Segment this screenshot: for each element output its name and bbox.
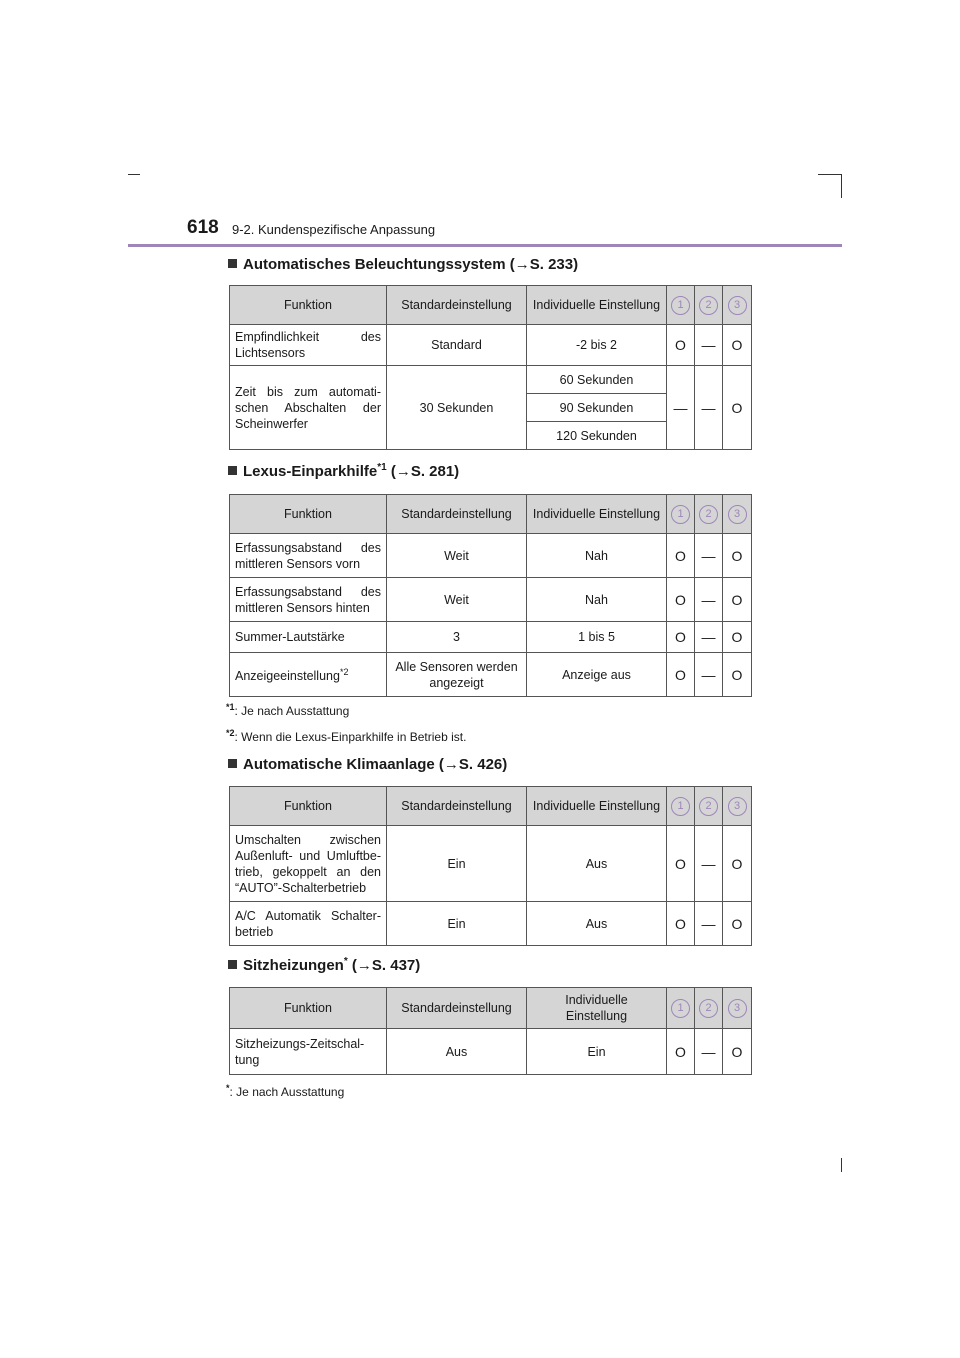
bullet-square-icon [228,960,237,969]
cell-standard: Standard [387,325,527,366]
cell-mark-2: — [695,578,723,622]
number-2-icon: 2 [699,505,718,524]
header-col-2 [695,787,723,826]
cell-funktion: Zeit bis zum automati-schen Abschalten der Scheinwerfer [230,366,387,450]
table-header-row [230,988,752,1029]
section-title-text: Automatische Klimaanlage (→S. 426) [243,756,508,773]
header-col-1 [667,495,695,534]
header-col-3 [723,787,752,826]
table-einparkhilfe [229,494,752,697]
header-col-1 [667,787,695,826]
cell-standard: Weit [387,534,527,578]
section-title-text: Sitzheizungen [243,957,344,974]
cell-individual: 1 bis 5 [527,622,667,653]
cell-individual: Aus [527,826,667,902]
number-1-icon: 1 [671,505,690,524]
cell-funktion: Sitzheizungs-Zeitschal-tung [230,1029,387,1075]
table-klimaanlage [229,786,752,946]
table-row [230,534,752,578]
cell-mark-2: — [695,826,723,902]
cell-mark-3: O [723,578,752,622]
cell-standard: Weit [387,578,527,622]
cell-standard: 30 Sekunden [387,366,527,450]
section-title-text: Lexus-Einparkhilfe [243,463,378,480]
bullet-square-icon [228,466,237,475]
header-col-2 [695,495,723,534]
chapter-title: 9-2. Kundenspezifische Anpassung [232,222,436,237]
cell-mark-2: — [695,366,723,450]
table-row [230,653,752,697]
number-1-icon: 1 [671,999,690,1018]
table-row [230,325,752,366]
cell-mark-3: O [723,1029,752,1075]
footnote [226,728,466,744]
cell-mark-1: O [667,653,695,697]
footnote [226,702,349,718]
crop-mark [818,174,842,175]
cell-mark-3: O [723,325,752,366]
section-title-einparkhilfe [228,462,459,480]
number-2-icon: 2 [699,797,718,816]
header-standard: Standardeinstellung [387,988,527,1029]
cell-mark-2: — [695,622,723,653]
section-title-beleuchtung [228,256,578,273]
header-individual: Individuelle Einstellung [527,495,667,534]
table-row [230,826,752,902]
cell-individual: 120 Sekunden [527,422,667,450]
page-reference: (→S. 437) [347,957,421,974]
header-col-1 [667,988,695,1029]
number-2-icon: 2 [699,999,718,1018]
header-col-3 [723,988,752,1029]
cell-mark-3: O [723,622,752,653]
cell-mark-2: — [695,1029,723,1075]
cell-funktion: Umschalten zwischen Außenluft- und Umluftbe-trieb, gekoppelt an den “AUTO”-Schalterbetrieb [230,826,387,902]
header-col-3 [723,495,752,534]
table-row [230,902,752,946]
cell-standard: Ein [387,826,527,902]
cell-mark-1: O [667,578,695,622]
footnote-ref: *1 [377,462,387,473]
table-beleuchtung [229,285,752,450]
cell-individual: Nah [527,578,667,622]
header-individual: Individuelle Einstellung [527,787,667,826]
cell-mark-2: — [695,653,723,697]
table-sitzheizungen [229,987,752,1075]
footnote-ref: * [343,956,348,967]
header-individual: Individuelle Einstellung [527,286,667,325]
table-row [230,1029,752,1075]
section-title-klimaanlage [228,756,507,773]
cell-mark-2: — [695,534,723,578]
cell-mark-1: O [667,902,695,946]
table-row [230,578,752,622]
number-3-icon: 3 [728,999,747,1018]
header-individual [527,988,667,1029]
table-row [230,366,752,394]
cell-individual: Aus [527,902,667,946]
header-standard: Standardeinstellung [387,787,527,826]
cell-mark-3: O [723,653,752,697]
cell-mark-1: O [667,826,695,902]
header-funktion: Funktion [230,988,387,1029]
crop-mark [841,174,842,198]
header-col-2 [695,988,723,1029]
number-2-icon: 2 [699,296,718,315]
footnote-text: : Wenn die Lexus-Einparkhilfe in Betrieb ist. [234,730,467,744]
footnote-text: : Je nach Ausstattung [229,1085,345,1099]
footnote-mark: * [226,1083,230,1093]
crop-mark [841,1158,842,1172]
cell-mark-1: O [667,325,695,366]
cell-standard: Aus [387,1029,527,1075]
crop-mark [128,174,140,175]
section-title-text: Automatisches Beleuchtungssystem (→S. 233) [243,256,579,273]
page-reference: (→S. 281) [386,463,460,480]
cell-funktion: Summer-Lautstärke [230,622,387,653]
cell-mark-1: O [667,1029,695,1075]
table-header-row [230,787,752,826]
cell-funktion: Empfindlichkeit des Lichtsensors [230,325,387,366]
cell-mark-1: — [667,366,695,450]
cell-mark-3: O [723,902,752,946]
page-number: 618 [187,217,219,238]
header-col-1 [667,286,695,325]
bullet-square-icon [228,259,237,268]
cell-individual: 60 Sekunden [527,366,667,394]
footnote-mark: *2 [226,728,235,738]
cell-mark-2: — [695,902,723,946]
cell-standard: Alle Sensoren werden angezeigt [387,653,527,697]
footnote-mark: *1 [226,702,235,712]
number-3-icon: 3 [728,296,747,315]
header-individual-text: Individuelle Einstellung [565,993,628,1023]
footnote [226,1083,344,1099]
cell-funktion: A/C Automatik Schalter-betrieb [230,902,387,946]
footnote-ref: *2 [339,667,349,678]
table-row [230,622,752,653]
header-funktion: Funktion [230,495,387,534]
cell-mark-3: O [723,534,752,578]
header-funktion: Funktion [230,787,387,826]
header-rule [128,244,842,247]
header-standard: Standardeinstellung [387,495,527,534]
cell-individual: 90 Sekunden [527,394,667,422]
header-standard: Standardeinstellung [387,286,527,325]
table-header-row [230,495,752,534]
number-1-icon: 1 [671,296,690,315]
cell-funktion-text: Anzeigeeinstellung [235,669,340,684]
section-title-sitzheizungen [228,956,420,974]
header-col-2 [695,286,723,325]
cell-mark-2: — [695,325,723,366]
cell-standard: 3 [387,622,527,653]
header-funktion: Funktion [230,286,387,325]
cell-mark-3: O [723,366,752,450]
header-col-3 [723,286,752,325]
cell-individual: Nah [527,534,667,578]
cell-funktion: Erfassungsabstand des mittleren Sensors hinten [230,578,387,622]
cell-individual: Anzeige aus [527,653,667,697]
bullet-square-icon [228,759,237,768]
table-header-row [230,286,752,325]
cell-funktion: Erfassungsabstand des mittleren Sensors vorn [230,534,387,578]
number-1-icon: 1 [671,797,690,816]
cell-individual: Ein [527,1029,667,1075]
number-3-icon: 3 [728,505,747,524]
cell-funktion [230,653,387,697]
cell-standard: Ein [387,902,527,946]
cell-mark-1: O [667,622,695,653]
cell-individual: -2 bis 2 [527,325,667,366]
cell-mark-1: O [667,534,695,578]
cell-mark-3: O [723,826,752,902]
footnote-text: : Je nach Ausstattung [234,704,350,718]
number-3-icon: 3 [728,797,747,816]
